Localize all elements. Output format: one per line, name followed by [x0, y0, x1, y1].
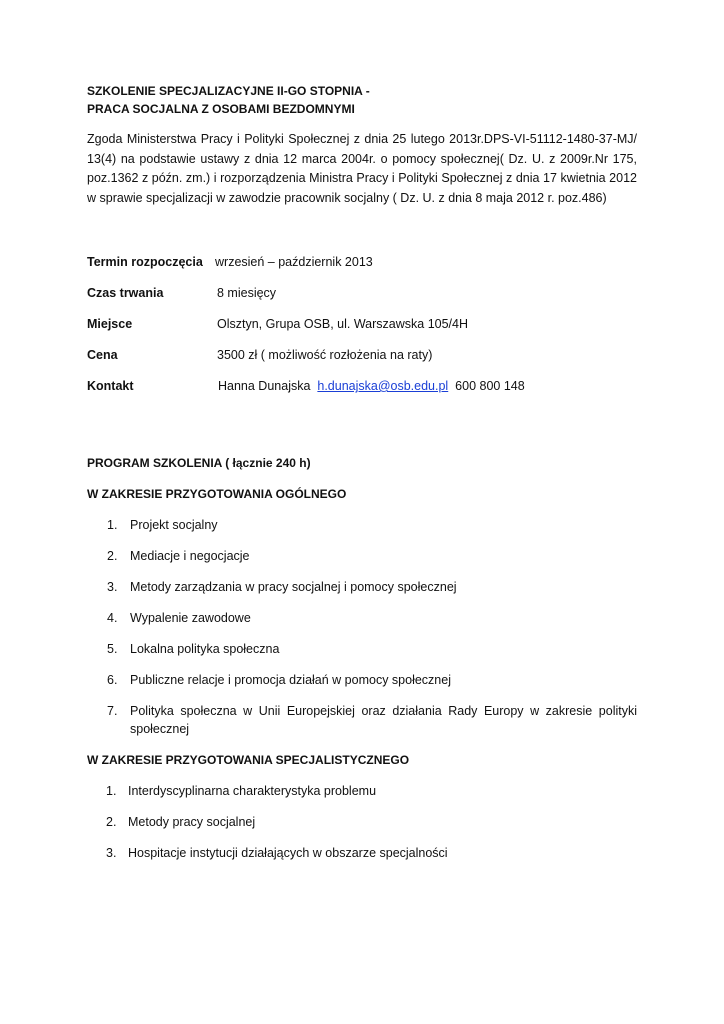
place-value: Olsztyn, Grupa OSB, ul. Warszawska 105/4H [217, 317, 469, 331]
list-item-text: Wypalenie zawodowe [130, 611, 251, 625]
contact-email-link[interactable]: h.dunajska@osb.edu.pl [317, 379, 449, 393]
list-item-text: Metody zarządzania w pracy socjalnej i pomocy społecznej [130, 580, 457, 594]
list-item [87, 578, 637, 596]
list-item-number: 3. [106, 846, 117, 860]
list-item-number: 2. [107, 549, 118, 563]
list-item [87, 782, 637, 800]
list-item-number: 5. [107, 642, 118, 656]
duration-label: Czas trwania [87, 286, 164, 300]
list-item-number: 7. [107, 704, 118, 718]
price-label: Cena [87, 348, 118, 362]
info-row-start [87, 253, 637, 284]
list-item-number: 2. [106, 815, 117, 829]
info-row-price [87, 346, 637, 377]
contact-value [218, 377, 525, 395]
price-value: 3500 zł ( możliwość rozłożenia na raty) [217, 348, 433, 362]
info-row-duration [87, 284, 637, 315]
specialist-section-heading: W ZAKRESIE PRZYGOTOWANIA SPECJALISTYCZNEGO [87, 753, 410, 767]
program-heading: PROGRAM SZKOLENIA ( łącznie 240 h) [87, 456, 311, 470]
list-item-number: 1. [107, 518, 118, 532]
specialist-topics-list [87, 782, 637, 862]
list-item-number: 3. [107, 580, 118, 594]
info-row-contact [87, 377, 637, 408]
list-item-text: Publiczne relacje i promocja działań w pomocy społecznej [130, 673, 451, 687]
info-row-place [87, 315, 637, 346]
start-label: Termin rozpoczęcia [87, 255, 203, 269]
document-title-line-2: PRACA SOCJALNA Z OSOBAMI BEZDOMNYMI [87, 102, 355, 116]
list-item-text: Lokalna polityka społeczna [130, 642, 280, 656]
document-page [87, 82, 637, 875]
intro-paragraph: Zgoda Ministerstwa Pracy i Polityki Społecznej z dnia 25 lutego 2013r.DPS-VI-51112-1480-37-MJ/ 13(4) na podstawie ustawy z dnia 12 marca 2004r. o pomocy społecznej( Dz. U. z 2009r.Nr 175, poz.1362 z późn. zm.) i rozporządzenia Ministra Pracy i Polityki Społecznej z dnia 17 kwietnia 2012 w sprawie specjalizacji w zawodzie pracownik socjalny ( Dz. U. z dnia 8 maja 2012 r. poz.486) [87, 132, 637, 205]
list-item [87, 813, 637, 831]
list-item-number: 6. [107, 673, 118, 687]
list-item [87, 609, 637, 627]
list-item [87, 671, 637, 689]
course-info-table [87, 253, 637, 408]
document-title-line-1: SZKOLENIE SPECJALIZACYJNE II-GO STOPNIA - [87, 84, 370, 98]
general-topics-list [87, 516, 637, 738]
list-item-text: Metody pracy socjalnej [128, 815, 256, 829]
list-item-text: Interdyscyplinarna charakterystyka problemu [128, 784, 377, 798]
list-item-text: Hospitacje instytucji działających w obszarze specjalności [128, 846, 448, 860]
place-label: Miejsce [87, 317, 133, 331]
contact-label: Kontakt [87, 379, 134, 393]
start-value: wrzesień – październik 2013 [215, 255, 373, 269]
contact-phone: 600 800 148 [455, 379, 525, 393]
duration-value: 8 miesięcy [217, 286, 277, 300]
list-item [87, 640, 637, 658]
list-item [87, 844, 637, 862]
general-section-heading: W ZAKRESIE PRZYGOTOWANIA OGÓLNEGO [87, 487, 347, 501]
list-item [87, 516, 637, 534]
list-item-text: Mediacje i negocjacje [130, 549, 250, 563]
list-item-number: 4. [107, 611, 118, 625]
list-item [87, 547, 637, 565]
list-item-text: Projekt socjalny [130, 518, 218, 532]
list-item [87, 702, 637, 738]
contact-name: Hanna Dunajska [218, 379, 311, 393]
list-item-text: Polityka społeczna w Unii Europejskiej oraz działania Rady Europy w zakresie polityki społecznej [130, 704, 637, 736]
list-item-number: 1. [106, 784, 117, 798]
